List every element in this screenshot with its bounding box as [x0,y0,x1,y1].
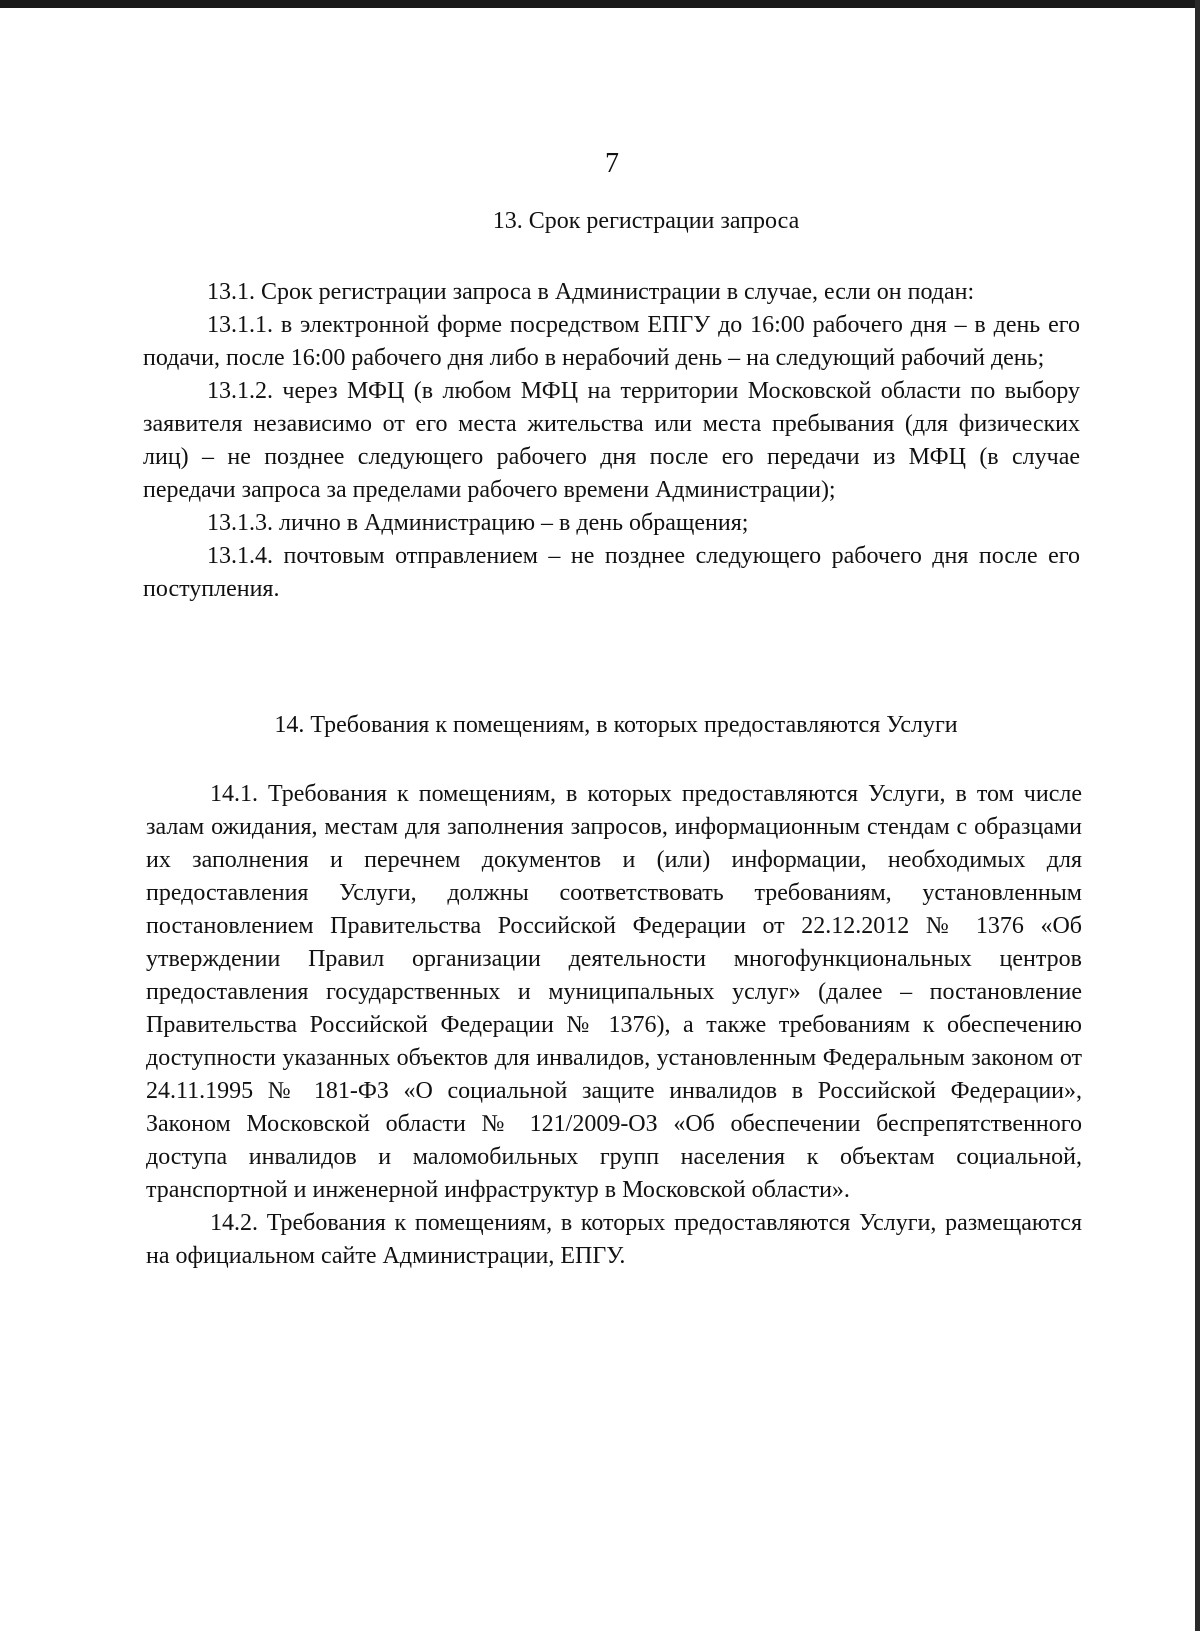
section-14-body [146,778,1082,1273]
paragraph-13-1: 13.1. Срок регистрации запроса в Администрации в случае, если он подан: [207,279,975,305]
paragraph-14-2: 14.2. Требования к помещениям, в которых предоставляются Услуги, размещаются на официальном сайте Администрации, ЕПГУ. [146,1210,1082,1269]
section-13-body [143,276,1080,606]
section-13-heading: 13. Срок регистрации запроса [492,208,800,234]
paragraph-13-1-2: 13.1.2. через МФЦ (в любом МФЦ на территории Московской области по выбору заявителя независимо от его места жительства или места пребывания (для физических лиц) – не позднее следующего рабочего дня после его передачи из МФЦ (в случае передачи запроса за пределами рабочего времени Администрации); [143,378,1080,503]
paragraph-13-1-3: 13.1.3. лично в Администрацию – в день обращения; [207,510,749,536]
scan-edge-top [0,0,1200,8]
paragraph-13-1-4: 13.1.4. почтовым отправлением – не позднее следующего рабочего дня после его поступления. [143,543,1080,602]
paragraph-14-1: 14.1. Требования к помещениям, в которых предоставляются Услуги, в том числе залам ожидания, местам для заполнения запросов, информационным стендам с образцами их заполнения и перечнем документов и (или) информации, необходимых для предоставления Услуги, должны соответствовать требованиям, установленным постановлением Правительства Российской Федерации от 22.12.2012 № 1376 «Об утверждении Правил организации деятельности многофункциональных центров предоставления государственных и муниципальных услуг» (далее – постановление Правительства Российской Федерации № 1376), а также требованиям к обеспечению доступности указанных объектов для инвалидов, установленным Федеральным законом от 24.11.1995 № 181-ФЗ «О социальной защите инвалидов в Российской Федерации», Законом Московской области № 121/2009-ОЗ «Об обеспечении беспрепятственного доступа инвалидов и маломобильных групп населения к объектам социальной, транспортной и инженерной инфраструктур в Московской области». [146,781,1082,1203]
section-14-heading: 14. Требования к помещениям, в которых предоставляются Услуги [274,712,958,738]
scan-edge-right [1195,0,1200,1631]
page-number: 7 [605,148,619,179]
paragraph-13-1-1: 13.1.1. в электронной форме посредством ЕПГУ до 16:00 рабочего дня – в день его подачи, после 16:00 рабочего дня либо в нерабочий день – на следующий рабочий день; [143,312,1080,371]
